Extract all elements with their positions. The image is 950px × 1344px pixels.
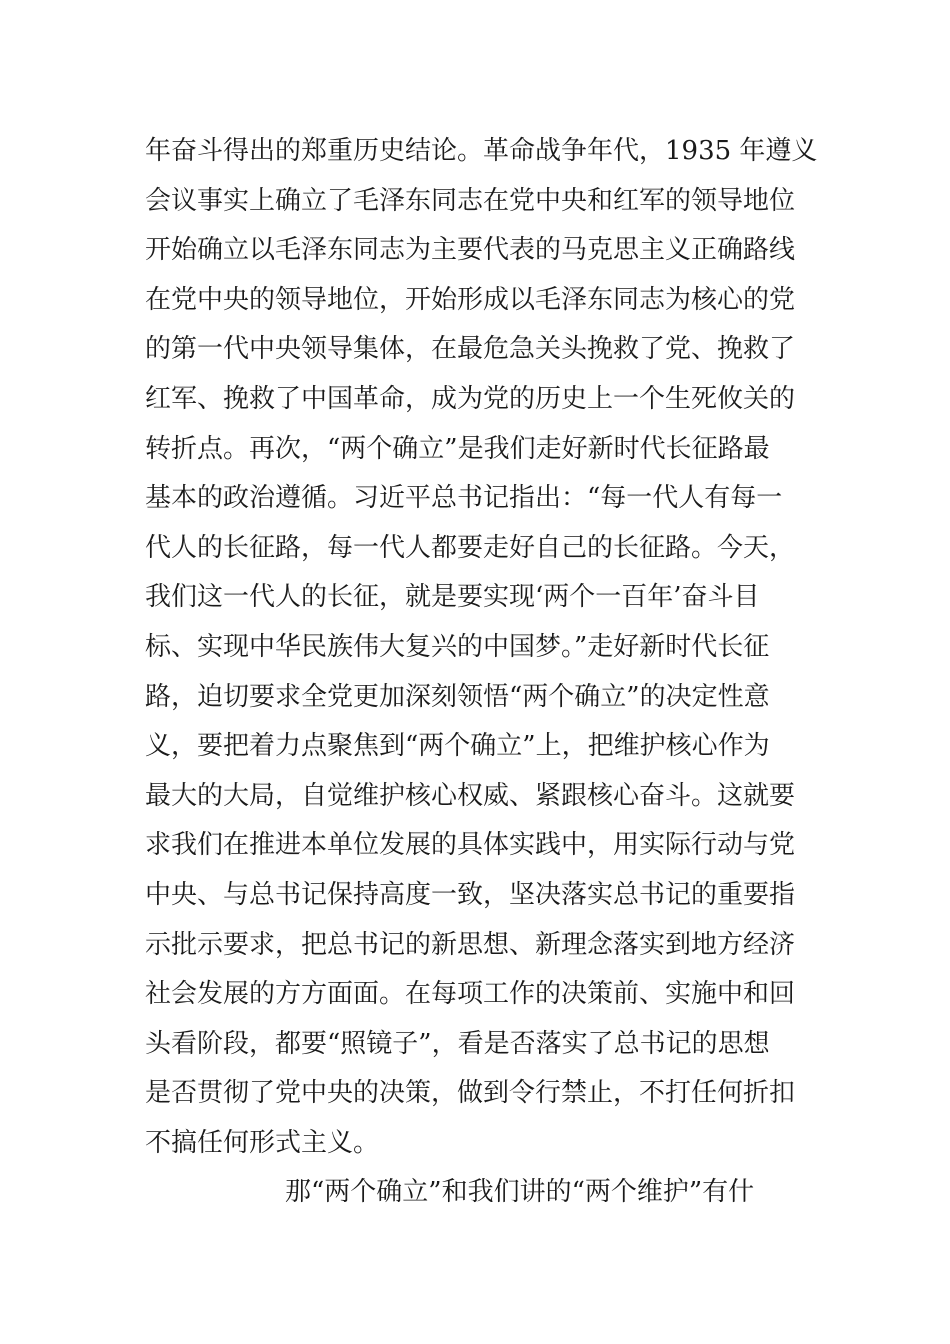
text-line: 标、实现中华民族伟大复兴的中国梦。”走好新时代长征 bbox=[145, 631, 770, 662]
text-line: 最大的大局，自觉维护核心权威、紧跟核心奋斗。这就要 bbox=[145, 780, 796, 811]
text-line: 代人的长征路，每一代人都要走好自己的长征路。今天， bbox=[145, 532, 796, 563]
text-line: 是否贯彻了党中央的决策，做到令行禁止，不打任何折扣 bbox=[145, 1078, 796, 1109]
text-line: 社会发展的方方面面。在每项工作的决策前、实施中和回 bbox=[145, 979, 796, 1010]
text-line: 头看阶段，都要“照镜子”，看是否落实了总书记的思想 bbox=[145, 1028, 770, 1059]
text-line: 我们这一代人的长征，就是要实现‘两个一百年’奋斗目 bbox=[145, 582, 760, 613]
text-line: 在党中央的领导地位，开始形成以毛泽东同志为核心的党 bbox=[145, 284, 796, 315]
text-line: 开始确立以毛泽东同志为主要代表的马克思主义正确路线 bbox=[145, 235, 796, 266]
text-line: 示批示要求，把总书记的新思想、新理念落实到地方经济 bbox=[145, 929, 796, 960]
body-text bbox=[145, 127, 818, 1218]
text-line: 转折点。再次，“两个确立”是我们走好新时代长征路最 bbox=[145, 433, 770, 464]
text-line: 会议事实上确立了毛泽东同志在党中央和红军的领导地位 bbox=[145, 185, 796, 216]
text-line: 的第一代中央领导集体，在最危急关头挽救了党、挽救了 bbox=[145, 334, 796, 365]
text-line: 义，要把着力点聚焦到“两个确立”上，把维护核心作为 bbox=[145, 731, 770, 762]
text-line: 不搞任何形式主义。 bbox=[145, 1127, 380, 1158]
text-line: 路，迫切要求全党更加深刻领悟“两个确立”的决定性意 bbox=[145, 681, 770, 712]
text-line: 中央、与总书记保持高度一致，坚决落实总书记的重要指 bbox=[145, 879, 796, 910]
text-line: 红军、挽救了中国革命，成为党的历史上一个生死攸关的 bbox=[145, 383, 796, 414]
paragraph-start-line: 那“两个确立”和我们讲的“两个维护”有什 bbox=[285, 1177, 755, 1208]
text-line: 年奋斗得出的郑重历史结论。革命战争年代，1935 年遵义 bbox=[145, 136, 818, 166]
text-line: 求我们在推进本单位发展的具体实践中，用实际行动与党 bbox=[145, 830, 796, 861]
text-line: 基本的政治遵循。习近平总书记指出：“每一代人有每一 bbox=[145, 483, 783, 514]
